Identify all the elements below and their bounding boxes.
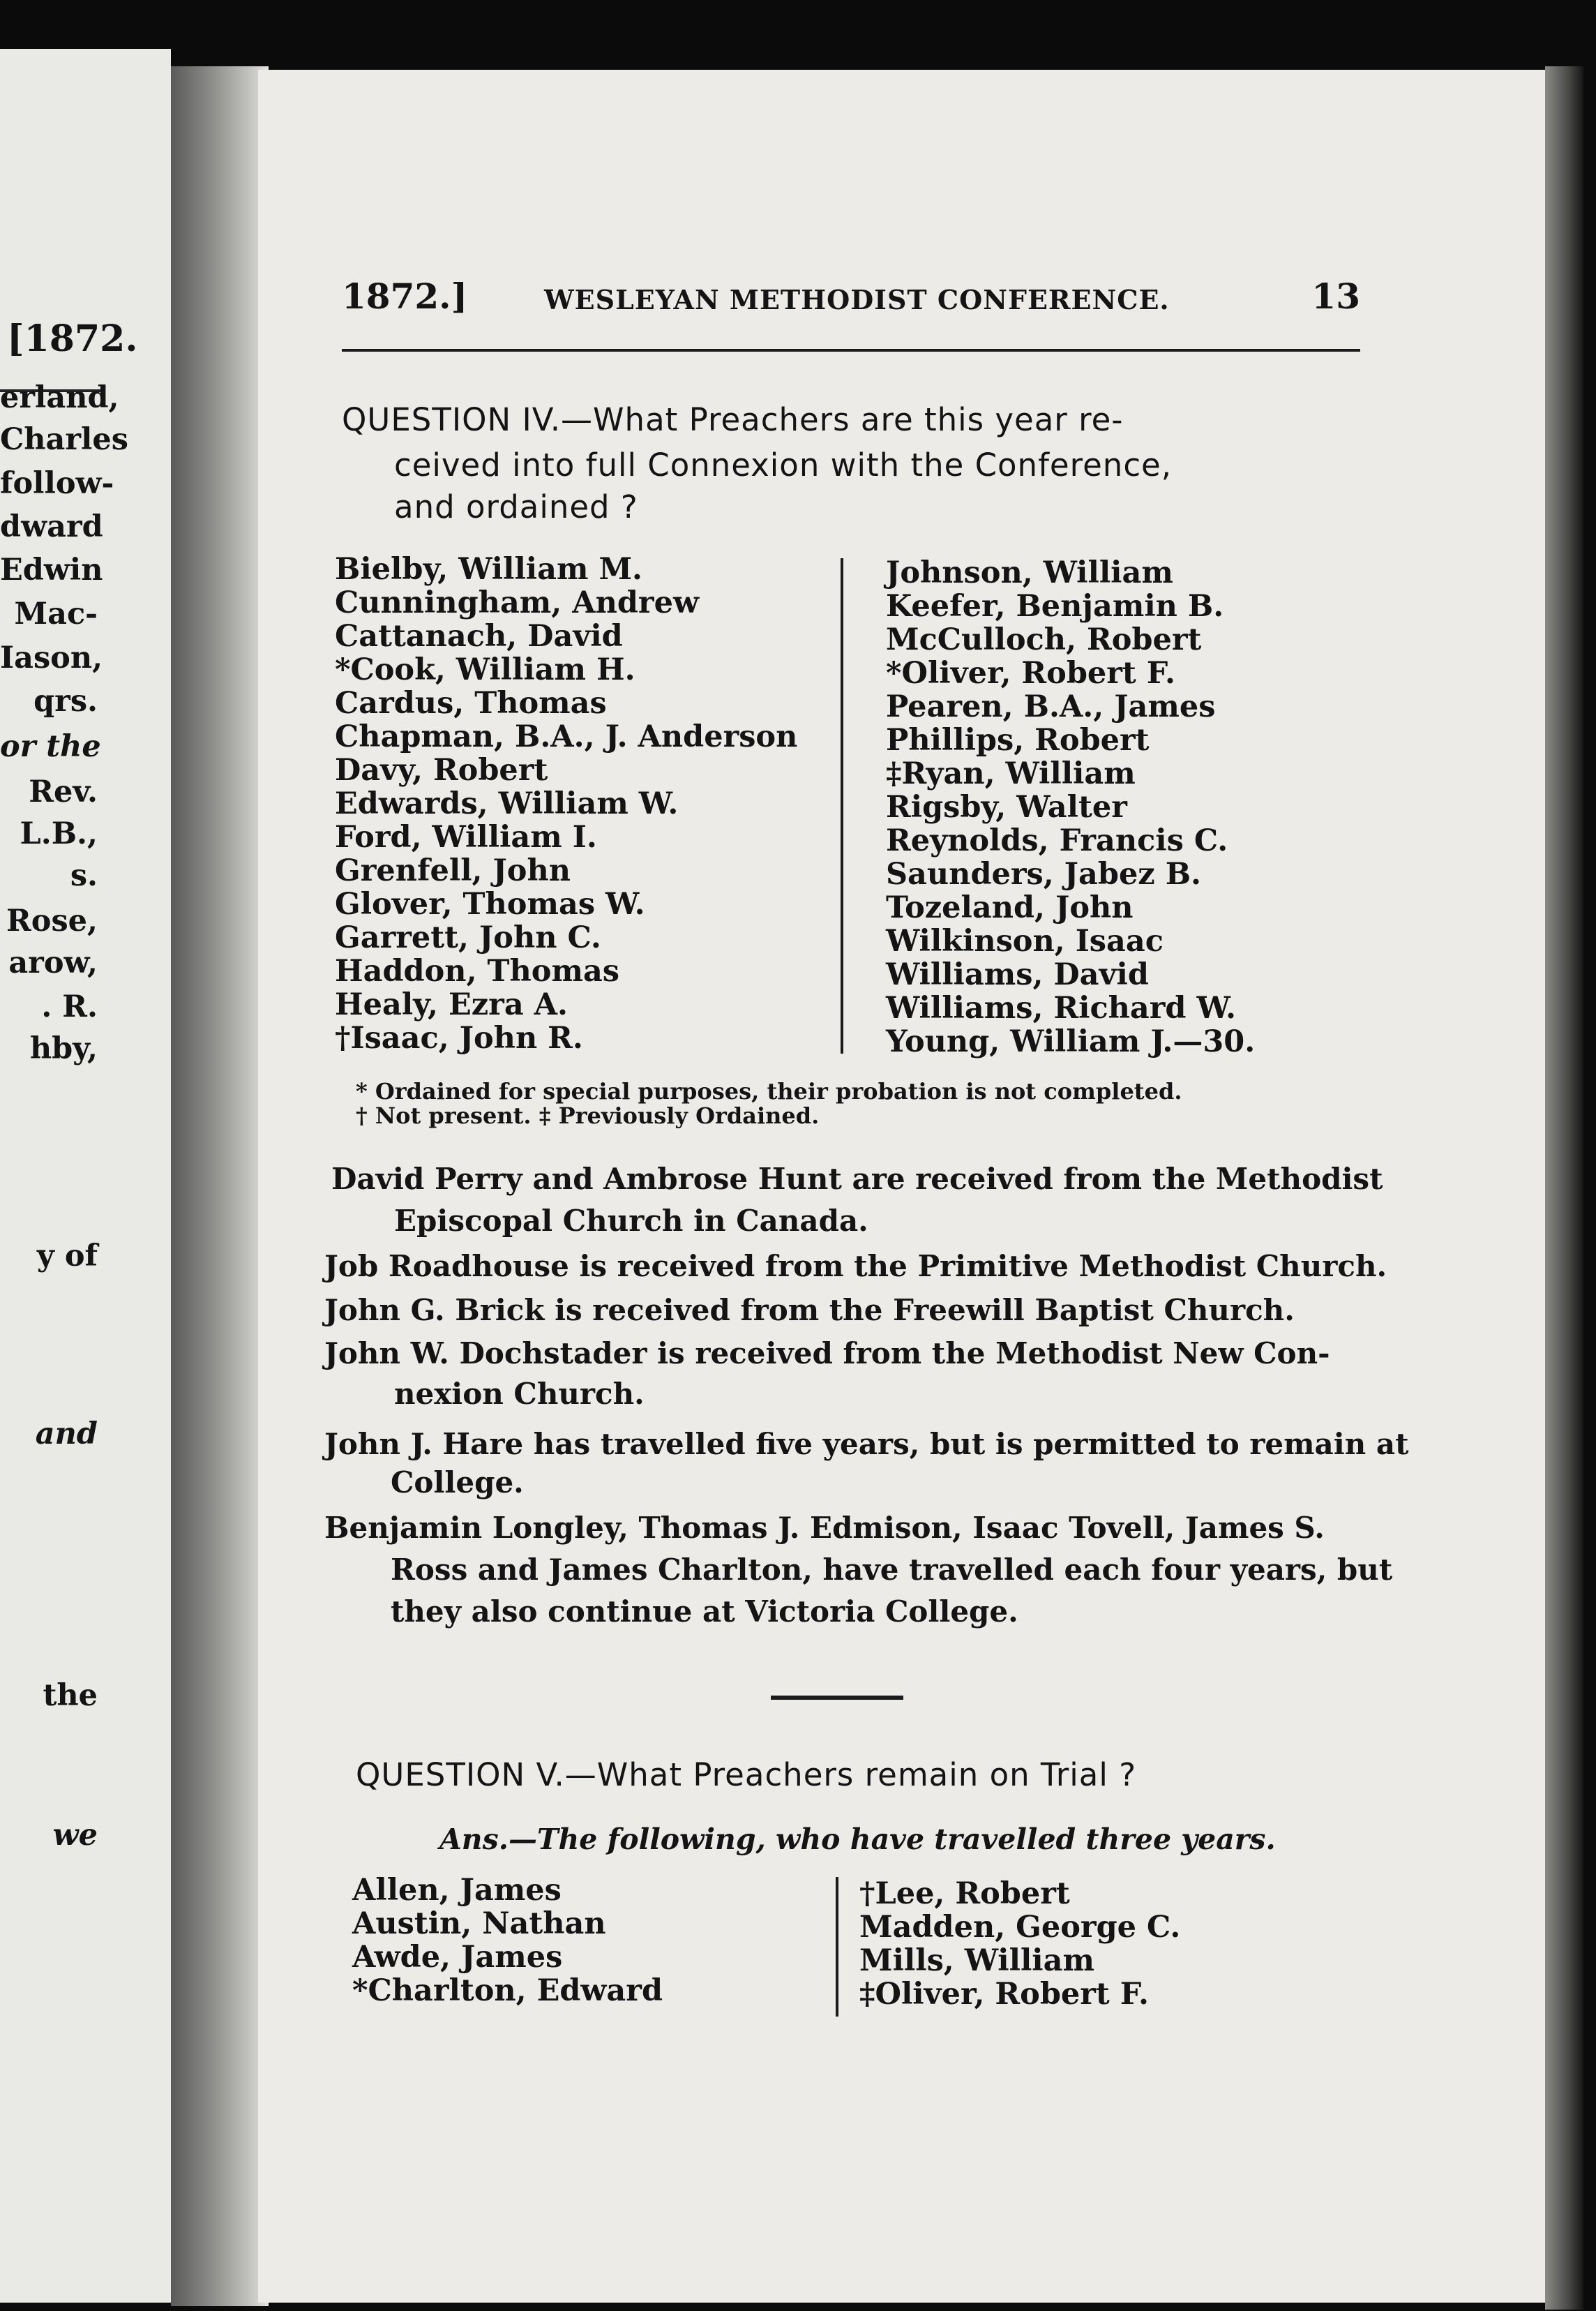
paragraph-line: Ross and James Charlton, have travelled each four years, but	[391, 1553, 1393, 1587]
preacher-name: Johnson, William	[886, 555, 1173, 590]
previous-page-line: Charles	[0, 422, 128, 457]
preacher-name: Saunders, Jabez B.	[886, 857, 1202, 892]
preacher-name: Rigsby, Walter	[886, 790, 1127, 825]
running-head-title: WESLEYAN METHODIST CONFERENCE.	[544, 284, 1170, 315]
previous-page-line: Rose,	[6, 904, 98, 938]
previous-page-line: hby,	[29, 1031, 98, 1066]
preacher-name: Cunningham, Andrew	[335, 585, 699, 620]
preacher-name: Haddon, Thomas	[335, 954, 620, 989]
preacher-name: Pearen, B.A., James	[886, 689, 1216, 724]
book-gutter	[171, 66, 269, 2306]
preacher-name: †Isaac, John R.	[335, 1021, 583, 1056]
preacher-name: Bielby, William M.	[335, 552, 643, 587]
paragraph-line: nexion Church.	[394, 1377, 645, 1411]
paragraph-line: John W. Dochstader is received from the Methodist New Con-	[324, 1336, 1330, 1370]
previous-page-line: and	[35, 1416, 98, 1451]
preacher-name: *Charlton, Edward	[352, 1973, 663, 2008]
footnote: * Ordained for special purposes, their probation is not completed.	[356, 1078, 1182, 1105]
section-separator	[771, 1696, 903, 1700]
preacher-name: Austin, Nathan	[352, 1906, 606, 1941]
preacher-name: Grenfell, John	[335, 853, 571, 888]
paragraph-line: Benjamin Longley, Thomas J. Edmison, Isaac Tovell, James S.	[324, 1511, 1325, 1545]
question-5-heading: QUESTION V.—What Preachers remain on Trial ?	[356, 1756, 1137, 1793]
preacher-name: Allen, James	[352, 1873, 562, 1908]
question-5-right-column	[859, 1877, 1180, 2011]
previous-page-line: Iason,	[0, 641, 103, 675]
preacher-name: *Cook, William H.	[335, 652, 635, 687]
preacher-name: Madden, George C.	[859, 1910, 1181, 1945]
preacher-name: Williams, Richard W.	[886, 991, 1237, 1026]
preacher-name: Davy, Robert	[335, 753, 548, 788]
previous-page-line: erland,	[0, 380, 119, 415]
previous-page-line: Mac-	[14, 597, 98, 631]
previous-page-line: . R.	[41, 989, 98, 1024]
paragraph-line: Episcopal Church in Canada.	[394, 1204, 868, 1238]
paragraph-line: John J. Hare has travelled five years, but is permitted to remain at	[324, 1427, 1409, 1461]
previous-page-line: or the	[0, 729, 101, 764]
preacher-name: Keefer, Benjamin B.	[886, 589, 1224, 624]
page-number: 13	[1311, 276, 1360, 317]
question-4-left-column	[335, 553, 797, 1055]
running-head	[342, 276, 1360, 331]
previous-page	[0, 49, 171, 2303]
paragraph-line: Job Roadhouse is received from the Primitive Methodist Church.	[324, 1249, 1387, 1283]
previous-page-line: qrs.	[33, 684, 98, 719]
previous-page-line: the	[43, 1678, 98, 1713]
preacher-name: Healy, Ezra A.	[335, 987, 569, 1022]
footnote: † Not present. ‡ Previously Ordained.	[356, 1102, 820, 1129]
running-head-year: 1872.]	[342, 276, 468, 317]
preacher-name: Phillips, Robert	[886, 723, 1150, 758]
preacher-name: Awde, James	[352, 1940, 563, 1975]
column-divider	[841, 558, 843, 1054]
preacher-name: †Lee, Robert	[859, 1876, 1070, 1911]
preacher-name: Wilkinson, Isaac	[886, 924, 1164, 959]
preacher-name: Chapman, B.A., J. Anderson	[335, 719, 798, 754]
preacher-name: Young, William J.—30.	[886, 1024, 1256, 1059]
previous-page-year: [1872.	[7, 317, 138, 360]
previous-page-line: y of	[36, 1239, 98, 1273]
question-4-heading-line: ceived into full Connexion with the Conference,	[394, 447, 1173, 484]
preacher-name: Williams, David	[886, 957, 1149, 992]
preacher-name: *Oliver, Robert F.	[886, 656, 1175, 691]
paragraph-line: College.	[391, 1465, 524, 1499]
preacher-name: Mills, William	[859, 1943, 1094, 1978]
preacher-name: ‡Oliver, Robert F.	[859, 1977, 1149, 2012]
question-5-left-column	[352, 1874, 663, 2007]
previous-page-line: s.	[70, 858, 98, 893]
previous-page-line: Rev.	[29, 775, 98, 809]
page-edge	[1545, 66, 1583, 2310]
preacher-name: Glover, Thomas W.	[335, 887, 645, 922]
previous-page-line: dward	[0, 509, 103, 544]
preacher-name: ‡Ryan, William	[886, 756, 1136, 791]
previous-page-line: L.B.,	[20, 816, 98, 851]
previous-page-line: follow-	[0, 466, 114, 501]
previous-page-line: Edwin	[0, 553, 103, 588]
paragraph-line: they also continue at Victoria College.	[391, 1594, 1018, 1629]
preacher-name: Reynolds, Francis C.	[886, 823, 1228, 858]
question-4-heading-line: QUESTION IV.—What Preachers are this year re-	[342, 401, 1124, 438]
preacher-name: Ford, William I.	[335, 820, 597, 855]
preacher-name: Tozeland, John	[886, 890, 1134, 925]
column-divider	[836, 1877, 838, 2017]
previous-page-line: arow,	[8, 945, 98, 980]
previous-page-line: we	[52, 1818, 98, 1853]
paragraph-line: John G. Brick is received from the Freewill Baptist Church.	[324, 1293, 1295, 1327]
preacher-name: Garrett, John C.	[335, 920, 601, 955]
preacher-name: McCulloch, Robert	[886, 622, 1202, 657]
preacher-name: Edwards, William W.	[335, 786, 679, 821]
question-4-right-column	[886, 556, 1255, 1059]
preacher-name: Cattanach, David	[335, 619, 623, 654]
preacher-name: Cardus, Thomas	[335, 686, 607, 721]
header-rule	[342, 349, 1360, 352]
question-4-heading-line: and ordained ?	[394, 488, 638, 525]
paragraph-line: David Perry and Ambrose Hunt are received from the Methodist	[331, 1162, 1383, 1196]
question-5-answer: Ans.—The following, who have travelled three years.	[439, 1823, 1276, 1856]
